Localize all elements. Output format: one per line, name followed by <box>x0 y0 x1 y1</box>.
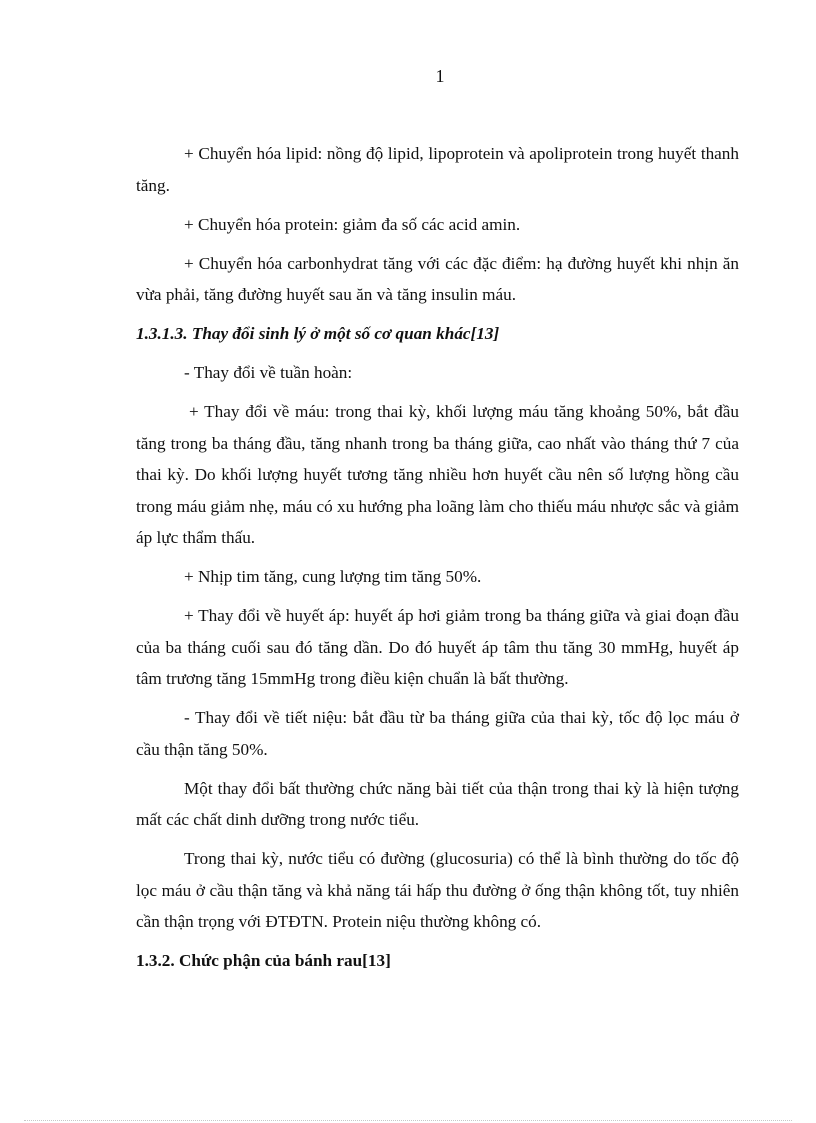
paragraph-kidney-excretion: Một thay đổi bất thường chức năng bài tiết của thận trong thai kỳ là hiện tượng mất các chất dinh dưỡng trong nước tiểu. <box>136 778 739 829</box>
paragraph-circulation-changes: - Thay đổi về tuần hoàn: <box>184 363 353 382</box>
page-bottom-divider <box>24 1120 792 1121</box>
paragraph-heart-rate: + Nhịp tim tăng, cung lượng tim tăng 50%. <box>184 567 482 586</box>
paragraph-protein-metabolism: + Chuyển hóa protein: giảm đa số các acid amin. <box>184 214 521 234</box>
section-heading-1-3-1-3: 1.3.1.3. Thay đổi sinh lý ở một số cơ quan khác[13] <box>136 324 500 343</box>
paragraph-lipid-metabolism: + Chuyển hóa lipid: nồng độ lipid, lipoprotein và apoliprotein trong huyết thanh tăng. <box>136 144 739 195</box>
paragraph-carbohydrate-metabolism: + Chuyển hóa carbonhydrat tăng với các đặc điểm: hạ đường huyết khi nhịn ăn vừa phải, tăng đường huyết sau ăn và tăng insulin máu. <box>136 253 739 304</box>
paragraph-blood-changes: + Thay đổi về máu: trong thai kỳ, khối lượng máu tăng khoảng 50%, bắt đầu tăng trong ba tháng đầu, tăng nhanh trong ba tháng giữa, cao nhất vào tháng thứ 7 của thai kỳ. Do khối lượng huyết tương tăng nhiều hơn huyết cầu nên số lượng hồng cầu trong máu giảm nhẹ, máu có xu hướng pha loãng làm cho thiếu máu nhược sắc và giảm áp lực thẩm thấu. <box>136 402 739 547</box>
paragraph-blood-pressure: + Thay đổi về huyết áp: huyết áp hơi giảm trong ba tháng giữa và giai đoạn đầu của ba tháng cuối sau đó tăng dần. Do đó huyết áp tâm thu tăng 30 mmHg, huyết áp tâm trương tăng 15mmHg trong điều kiện chuẩn là bất thường. <box>136 606 739 688</box>
section-heading-1-3-2: 1.3.2. Chức phận của bánh rau[13] <box>136 951 391 970</box>
page-number: 1 <box>435 66 445 86</box>
paragraph-urinary-changes: - Thay đổi về tiết niệu: bắt đầu từ ba tháng giữa của thai kỳ, tốc độ lọc máu ở cầu thận tăng 50%. <box>136 708 739 759</box>
document-body <box>136 138 739 984</box>
paragraph-glucosuria: Trong thai kỳ, nước tiểu có đường (glucosuria) có thể là bình thường do tốc độ lọc máu ở cầu thận tăng và khả năng tái hấp thu đường ở ống thận không tốt, tuy nhiên cần thận trọng với ĐTĐTN. Protein niệu thường không có. <box>136 849 739 931</box>
